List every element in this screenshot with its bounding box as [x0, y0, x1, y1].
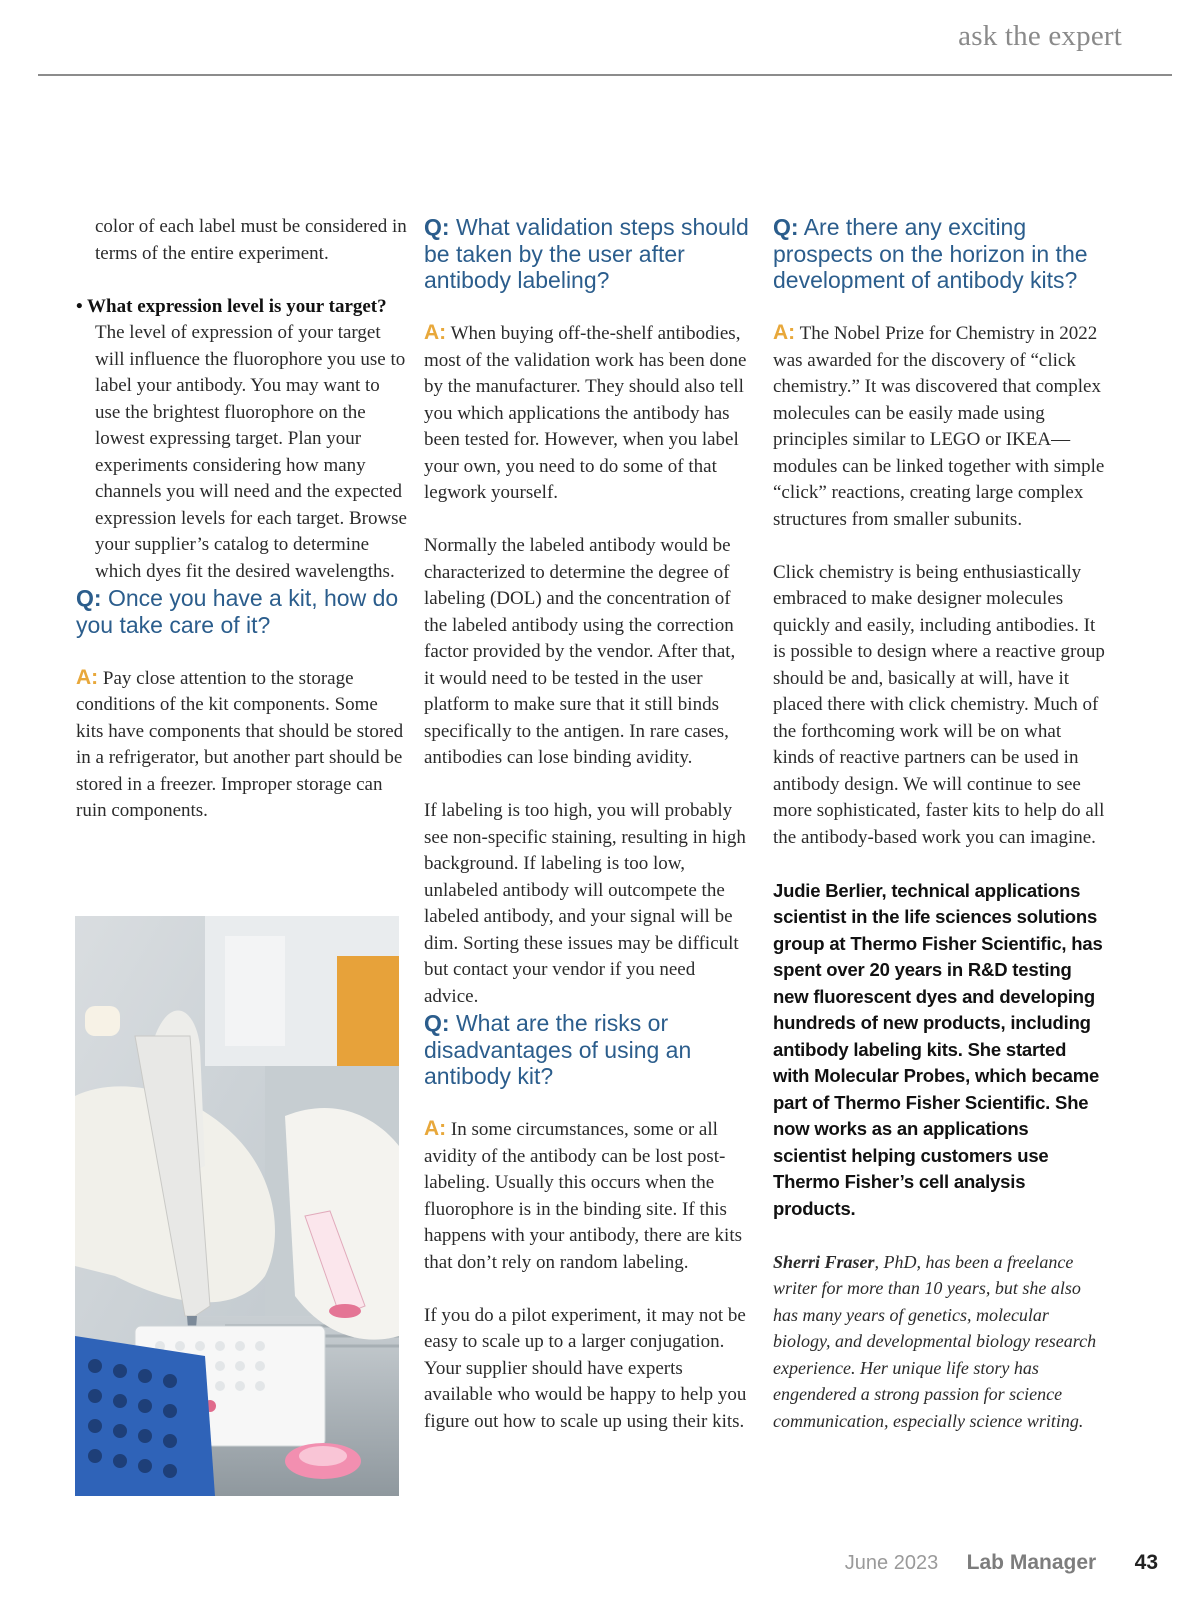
- lab-pipette-photo: [75, 916, 399, 1496]
- q-marker: Q:: [773, 214, 799, 240]
- column-3: [773, 214, 1105, 1434]
- column-1: [76, 214, 408, 825]
- magazine-name: Lab Manager: [966, 1551, 1097, 1574]
- question-heading: [76, 585, 408, 638]
- column-2: [424, 214, 750, 1435]
- q-marker: Q:: [424, 1010, 450, 1036]
- a-marker: A:: [76, 665, 99, 689]
- answer-text: When buying off-the-shelf antibodies, most of the validation work has been done by the manufacturer. They should also tell you which applications the antibody has been tested for. However, when you label your own, you need to do some of that legwork yourself.: [424, 323, 747, 503]
- question-heading: [424, 1010, 750, 1090]
- page-footer: [845, 1551, 1158, 1575]
- paragraph: color of each label must be considered in terms of the entire experiment.: [95, 216, 407, 264]
- a-marker: A:: [773, 321, 796, 344]
- question-heading: [424, 214, 750, 294]
- expert-bio: Judie Berlier, technical applications scientist in the life sciences solutions group at Thermo Fisher Scientific, has spent over 20 years in R&D testing new fluorescent dyes and developing hundreds of new products, including antibody labeling kits. She started with Molecular Probes, which became part of Thermo Fisher Scientific. She now works as an applications scientist helping customers use Thermo Fisher’s cell analysis products.: [773, 879, 1103, 1219]
- question-heading: [773, 214, 1105, 294]
- answer-paragraph: [424, 320, 750, 507]
- a-marker: A:: [424, 321, 447, 344]
- answer-text: The Nobel Prize for Chemistry in 2022 was awarded for the discovery of “click chemistry.” It was discovered that complex molecules can be easily made using principles similar to LEGO or IKEA—modules can be linked together with simple “click” reactions, creating large complex structures from smaller subunits.: [773, 323, 1105, 530]
- paragraph: If you do a pilot experiment, it may not be easy to scale up to a larger conjugation. Your supplier should have experts available who would be happy to help you figure out how to scale up using their kits.: [424, 1304, 747, 1432]
- paragraph: Normally the labeled antibody would be characterized to determine the degree of labeling (DOL) and the concentration of the labeled antibody using the correction factor provided by the vendor. After that, it would need to be tested in the user platform to make sure that it still binds specifically to the antigen. In rare cases, antibodies can lose binding avidity.: [424, 535, 736, 768]
- answer-text: Pay close attention to the storage conditions of the kit components. Some kits have components that should be stored in a refrigerator, but another part should be stored in a freezer. Improper storage can ruin components.: [76, 667, 404, 821]
- author-name: Sherri Fraser: [773, 1251, 875, 1272]
- answer-paragraph: [76, 665, 408, 825]
- bullet-heading: • What expression level is your target?: [76, 295, 387, 317]
- question-text: Once you have a kit, how do you take care of it?: [76, 585, 399, 638]
- bullet-body: The level of expression of your target will influence the fluorophore you use to label your antibody. You may want to use the brightest fluorophore on the lowest expressing target. Plan your experiments considering how many channels you will need and the expected expression levels for each target. Browse your supplier’s catalog to determine which dyes fit the desired wavelengths.: [95, 322, 407, 582]
- paragraph: If labeling is too high, you will probably see non-specific staining, resulting in high background. If labeling is too low, unlabeled antibody will outcompete the labeled antibody, and your signal will be dim. Sorting these issues may be difficult but contact your vendor if you need advice.: [424, 800, 746, 1007]
- paragraph: Click chemistry is being enthusiastically embraced to make designer molecules quickly and easily, including antibodies. It is possible to design where a reactive group should be and, basically at will, have it placed there with click chemistry. Much of the forthcoming work will be on what kinds of reactive partners can be used in antibody design. We will continue to see more sophisticated, faster kits to help do all the antibody-based work you can imagine.: [773, 561, 1105, 848]
- issue-date: June 2023: [844, 1552, 939, 1574]
- question-text: Are there any exciting prospects on the horizon in the development of antibody kits?: [773, 214, 1088, 293]
- author-bio-text: , PhD, has been a freelance writer for more than 10 years, but she also has many years of genetics, molecular biology, and developmental biology research experience. Her unique life story has engendered a strong passion for science communication, especially science writing.: [773, 1251, 1097, 1431]
- answer-text: In some circumstances, some or all avidity of the antibody can be lost post-labeling. Usually this occurs when the fluorophore is in the binding site. If this happens with your antibody, there are kits that don’t rely on random labeling.: [424, 1119, 742, 1273]
- a-marker: A:: [424, 1117, 447, 1140]
- page-number: 43: [1134, 1551, 1158, 1574]
- q-marker: Q:: [424, 214, 450, 240]
- section-title: ask the expert: [958, 20, 1122, 52]
- question-text: What validation steps should be taken by the user after antibody labeling?: [424, 214, 749, 293]
- q-marker: Q:: [76, 585, 102, 611]
- answer-paragraph: [424, 1116, 750, 1276]
- answer-paragraph: [773, 320, 1105, 533]
- author-bio: [773, 1249, 1105, 1435]
- question-text: What are the risks or disadvantages of using an antibody kit?: [424, 1010, 692, 1089]
- header-divider: [38, 74, 1172, 76]
